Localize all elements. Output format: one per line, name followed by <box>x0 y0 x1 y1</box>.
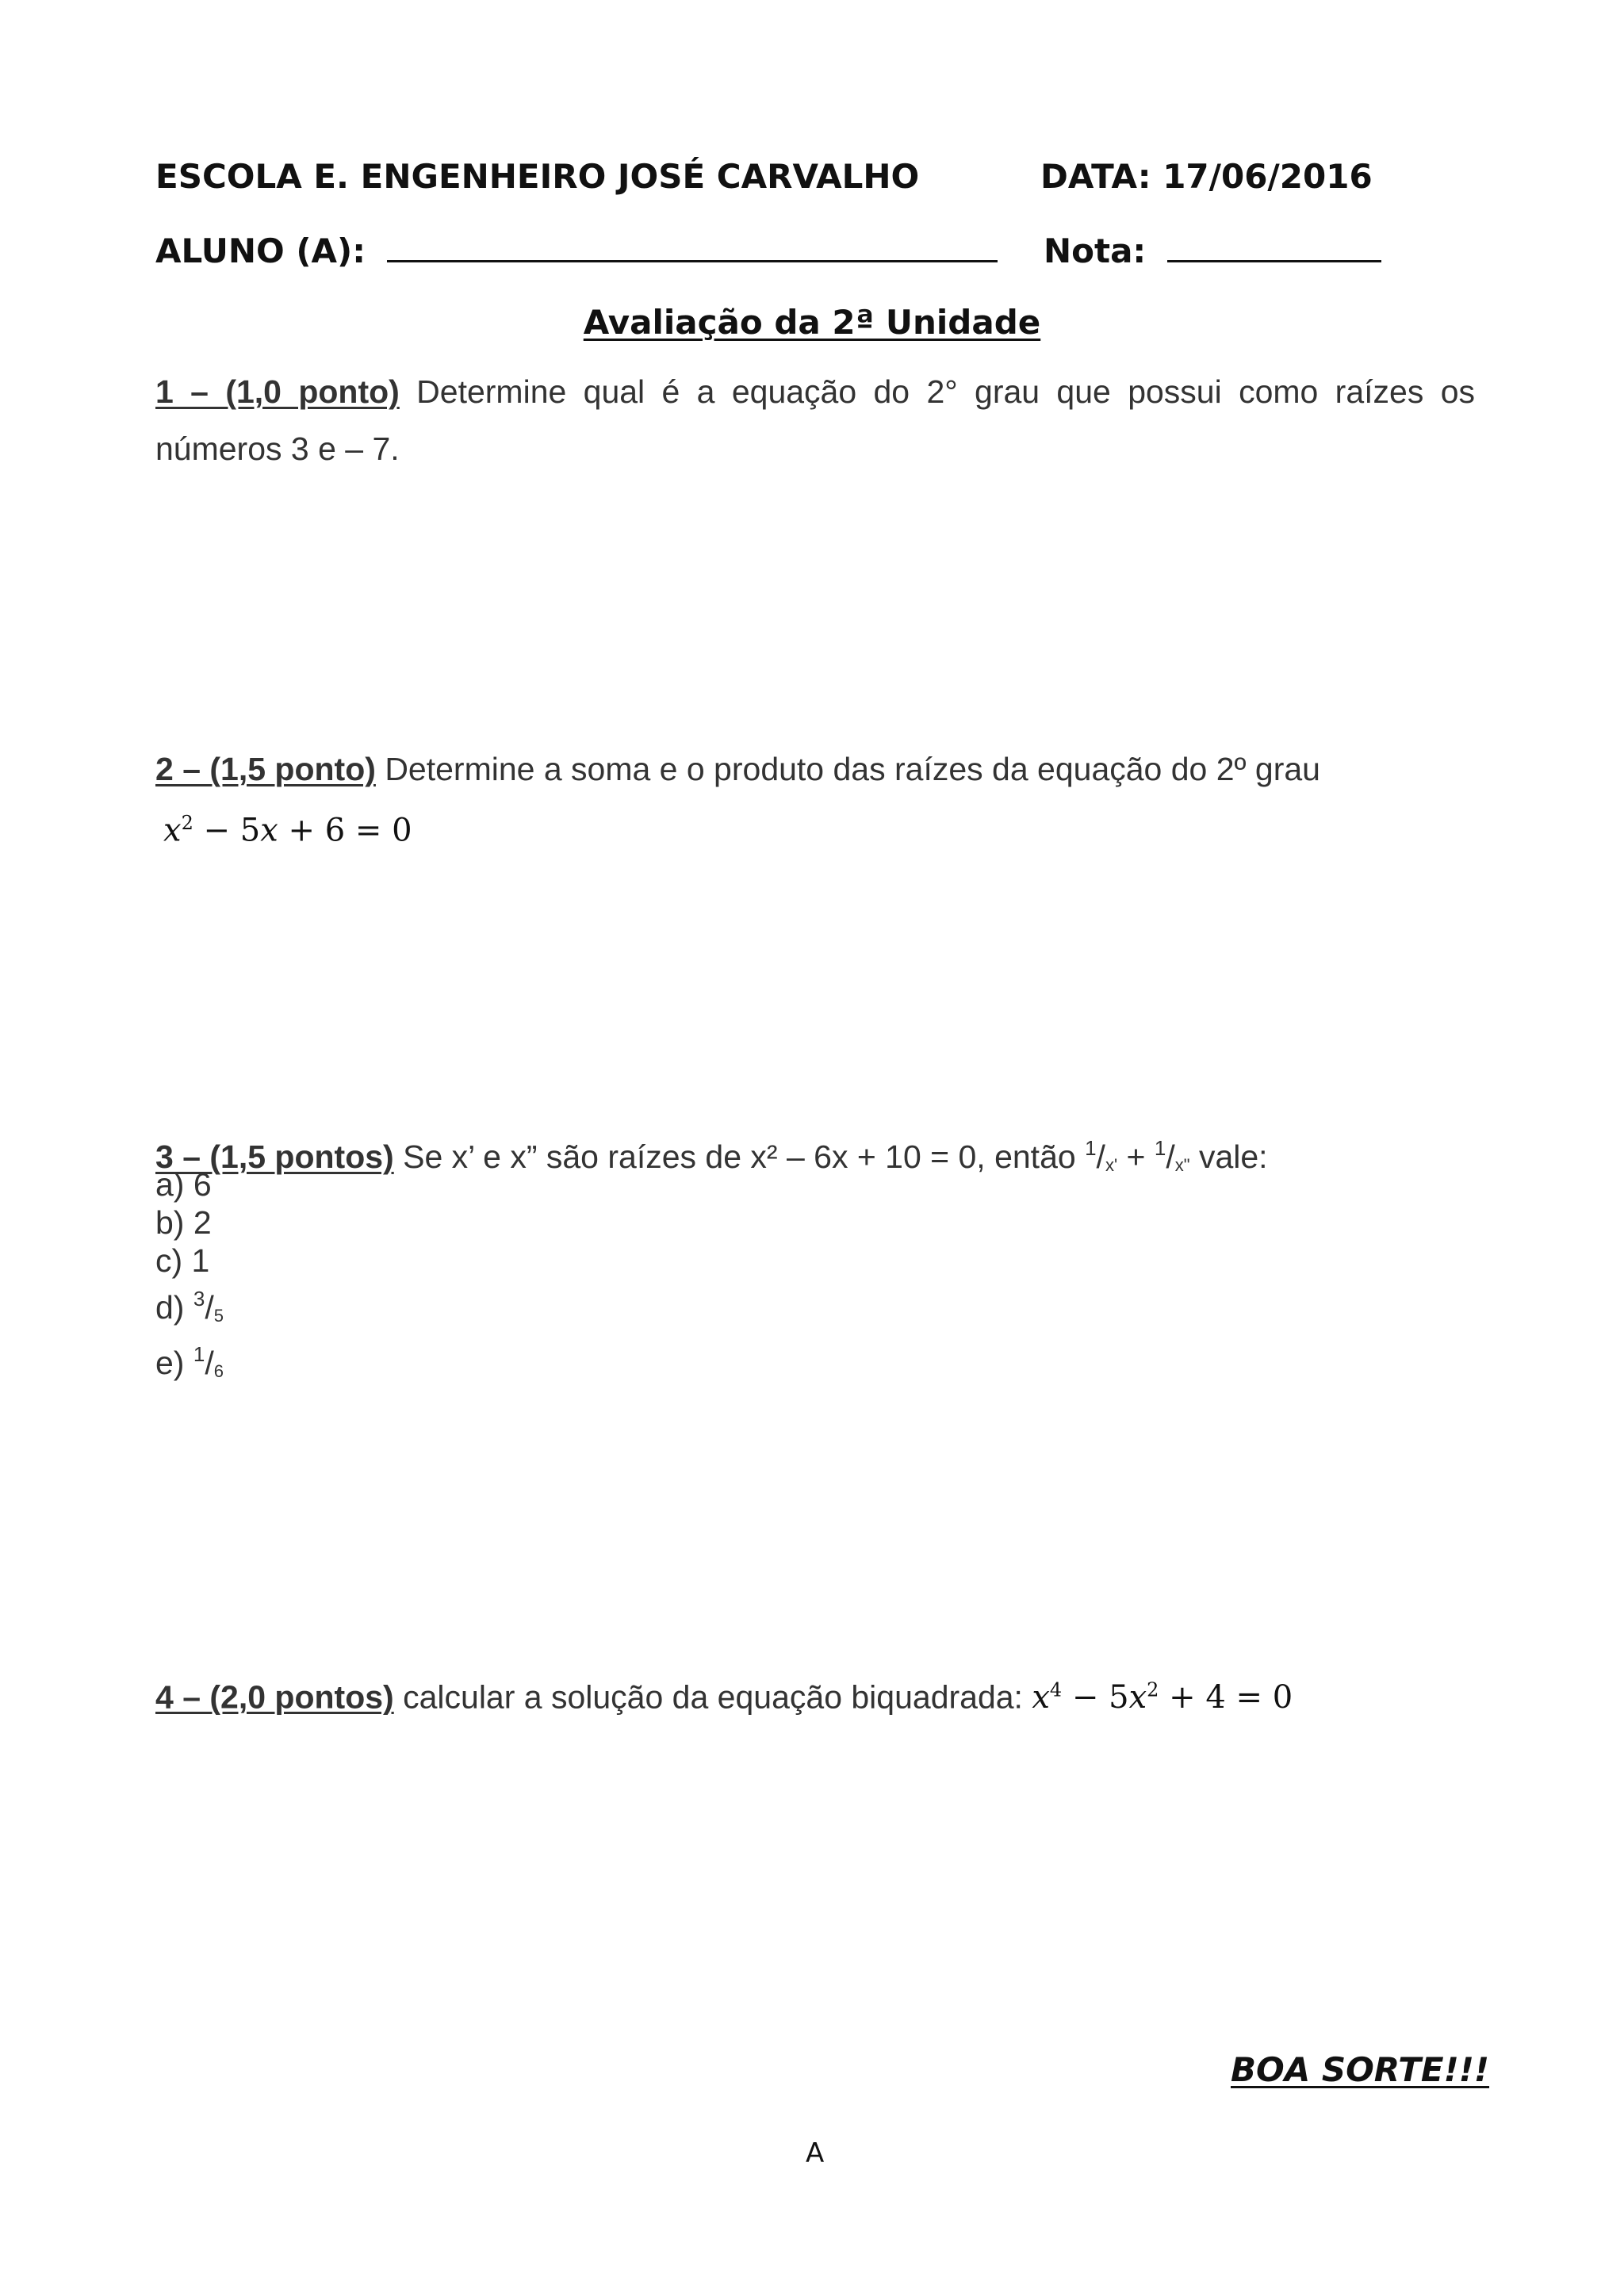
question-3: 3 – (1,5 pontos) Se x’ e x” são raízes de x² – 6x + 10 = 0, então $^1$/x' + $^1$/x" vale: <box>155 1136 1268 1175</box>
grade-label: Nota: <box>1044 232 1147 270</box>
eq-part: − 5 <box>1062 1679 1129 1716</box>
fraction-denominator: x" <box>1174 1155 1190 1175</box>
question-4 <box>155 1662 1293 1726</box>
option-prefix: e) <box>155 1345 193 1381</box>
question-3-tail: vale: <box>1189 1138 1268 1175</box>
option-prefix: d) <box>155 1289 193 1326</box>
fraction-numerator: 1 <box>1085 1136 1097 1160</box>
eq-part: + 4 = 0 <box>1159 1679 1293 1716</box>
student-label: ALUNO (A): <box>155 232 366 270</box>
student-name-blank[interactable] <box>387 230 998 262</box>
option-c[interactable]: c) 1 <box>155 1242 210 1279</box>
question-4-text: calcular a solução da equação biquadrada: <box>393 1678 1032 1716</box>
fraction-numerator: 1 <box>193 1342 205 1366</box>
eq-var: x <box>1128 1679 1147 1716</box>
good-luck-message: BOA SORTE!!! <box>1231 2050 1490 2089</box>
fraction-denominator: 5 <box>213 1306 224 1326</box>
eq-part: + 6 = 0 <box>278 812 412 849</box>
question-1-label: 1 – (1,0 ponto) <box>155 373 400 410</box>
question-4-label: 4 – (2,0 pontos) <box>155 1678 394 1716</box>
fraction-numerator: 1 <box>1154 1136 1166 1160</box>
eq-var: x <box>1032 1679 1050 1716</box>
plus-sign: + <box>1117 1138 1155 1175</box>
question-3-text: Se x’ e x” são raízes de x² – 6x + 10 = 0, então <box>393 1138 1086 1175</box>
eq-part: − 5 <box>193 812 261 849</box>
question-4-equation <box>1032 1679 1293 1716</box>
exam-version-letter: A <box>806 2137 825 2169</box>
eq-var: x <box>260 812 278 849</box>
question-3-label: 3 – (1,5 pontos) <box>155 1138 394 1175</box>
fraction-denominator: 6 <box>213 1361 224 1381</box>
question-2-label: 2 – (1,5 ponto) <box>155 751 376 787</box>
eq-exp: 2 <box>181 812 193 834</box>
question-2 <box>155 740 1320 798</box>
option-e[interactable]: e) $^1$/6 <box>155 1342 224 1381</box>
student-name-row <box>155 230 998 270</box>
eq-exp: 4 <box>1049 1679 1063 1701</box>
option-a[interactable]: a) 6 <box>155 1166 212 1203</box>
question-2-text: Determine a soma e o produto das raízes da equação do 2º grau <box>375 751 1320 787</box>
grade-row <box>1044 230 1381 270</box>
exam-title: Avaliação da 2ª Unidade <box>583 303 1041 342</box>
question-1-line1 <box>155 363 1475 420</box>
eq-var: x <box>163 812 182 849</box>
eq-exp: 2 <box>1147 1679 1159 1701</box>
question-1-text: Determine qual é a equação do 2° grau que possui como raízes os <box>399 373 1475 410</box>
grade-blank[interactable] <box>1167 230 1381 262</box>
question-3-options <box>155 1165 224 1391</box>
fraction-denominator: x' <box>1105 1155 1118 1175</box>
exam-date: DATA: 17/06/2016 <box>1040 157 1373 196</box>
question-1-line2: números 3 e – 7. <box>155 430 400 467</box>
question-2-equation <box>163 812 412 848</box>
fraction-numerator: 3 <box>193 1287 205 1311</box>
school-name: ESCOLA E. ENGENHEIRO JOSÉ CARVALHO <box>155 157 920 196</box>
option-b[interactable]: b) 2 <box>155 1204 212 1241</box>
option-d[interactable]: d) $^3$/5 <box>155 1287 224 1326</box>
